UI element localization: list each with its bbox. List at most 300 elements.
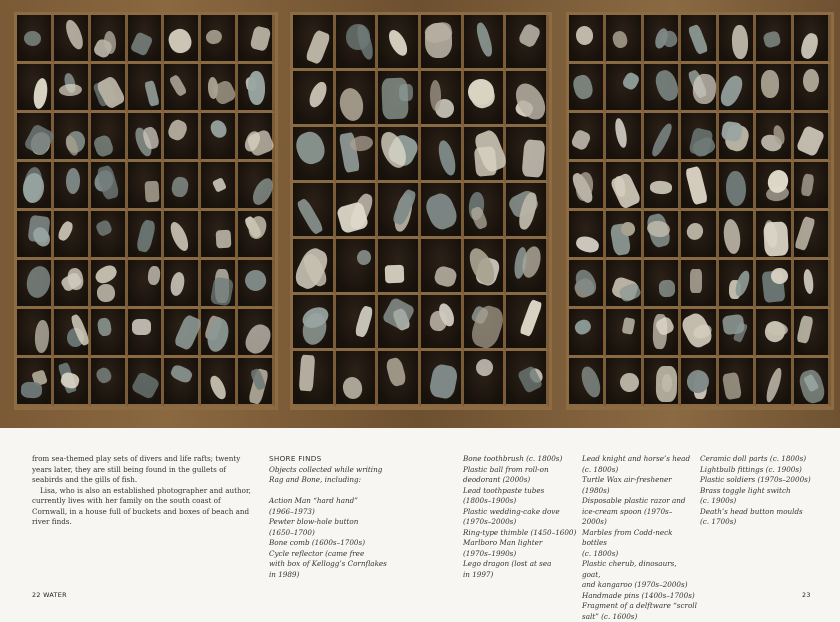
tray-compartment	[17, 15, 54, 64]
tray-compartment	[794, 64, 831, 113]
find-list-line: Action Man “hard hand”	[269, 496, 449, 507]
found-object	[799, 32, 821, 61]
tray-compartment	[238, 358, 275, 407]
found-object	[208, 373, 229, 400]
find-list-line: Pewter blow-hole button	[269, 517, 449, 528]
found-object	[354, 305, 374, 338]
found-object	[63, 18, 87, 52]
tray-compartment	[128, 309, 165, 358]
tray-compartment	[293, 295, 336, 351]
found-object	[620, 222, 635, 237]
found-object	[521, 139, 545, 177]
tray-compartment	[681, 309, 718, 358]
found-object	[762, 31, 781, 50]
tray-compartment	[506, 15, 549, 71]
found-object	[130, 370, 160, 399]
tray-compartment	[238, 113, 275, 162]
tray-compartment	[681, 15, 718, 64]
tray-compartment	[681, 64, 718, 113]
found-object	[575, 25, 594, 45]
tray-compartment	[756, 15, 793, 64]
tray-compartment	[756, 358, 793, 407]
found-object	[385, 356, 407, 387]
find-list-line: Ceramic doll parts (c. 1800s)	[700, 454, 815, 465]
found-object	[517, 22, 542, 49]
find-list-line: Handmade pins (1400s–1700s)	[582, 591, 697, 602]
tray-compartment	[164, 64, 201, 113]
tray-compartment	[164, 309, 201, 358]
tray-compartment	[238, 211, 275, 260]
tray-compartment	[293, 239, 336, 295]
found-object	[652, 68, 681, 104]
tray-compartment	[644, 113, 681, 162]
found-object	[381, 77, 409, 119]
found-object	[385, 264, 405, 282]
tray-compartment	[794, 309, 831, 358]
tray-compartment	[54, 358, 91, 407]
found-object	[205, 29, 223, 46]
found-object	[32, 77, 49, 110]
found-object	[144, 80, 159, 107]
found-object	[761, 70, 780, 98]
tray-compartment	[128, 15, 165, 64]
finds-list-column-3	[582, 454, 697, 622]
find-list-line: ice-cream spoon (1970s–2000s)	[582, 507, 697, 528]
find-list-line: Plastic ball from roll-on	[463, 465, 578, 476]
found-object	[168, 271, 185, 297]
found-object	[292, 128, 328, 167]
tray-compartment	[569, 309, 606, 358]
body-paragraph-1: from sea-themed play sets of divers and life rafts; twenty years later, they are still being found in the gullets of seabirds and the gills of fish.	[32, 454, 252, 486]
find-list-line: deodorant (2000s)	[463, 475, 578, 486]
tray-compartment	[569, 113, 606, 162]
tray-compartment	[17, 260, 54, 309]
found-object	[103, 31, 117, 54]
tray-compartment	[17, 309, 54, 358]
found-object	[34, 319, 50, 352]
tray-compartment	[201, 260, 238, 309]
find-list-line: Lead knight and horse’s head	[582, 454, 697, 465]
tray-compartment	[17, 211, 54, 260]
tray-compartment	[91, 358, 128, 407]
found-object	[299, 355, 315, 392]
found-object	[690, 269, 702, 293]
tray-compartment	[336, 239, 379, 295]
tray-compartment	[421, 183, 464, 239]
tray-compartment	[606, 113, 643, 162]
find-list-line: Bone comb (1600s–1700s)	[269, 538, 449, 549]
tray-compartment	[201, 211, 238, 260]
tray-compartment	[128, 113, 165, 162]
found-object	[207, 117, 229, 140]
found-object	[386, 27, 411, 58]
tray-compartment	[756, 162, 793, 211]
tray-compartment	[644, 211, 681, 260]
tray-compartment	[644, 260, 681, 309]
found-object	[621, 71, 641, 91]
tray-compartment	[238, 15, 275, 64]
tray-compartment	[91, 15, 128, 64]
tray-compartment	[164, 15, 201, 64]
found-object	[250, 26, 272, 52]
tray-compartment	[421, 71, 464, 127]
list-subtitle-line: Objects collected while writing	[269, 465, 449, 476]
found-object	[433, 264, 458, 288]
tray-compartment	[569, 64, 606, 113]
tray-compartment	[201, 162, 238, 211]
tray-compartment	[606, 162, 643, 211]
tray-compartment	[756, 113, 793, 162]
find-list-line: (c. 1800s)	[582, 549, 697, 560]
found-object	[66, 168, 81, 194]
found-object	[135, 218, 156, 253]
tray-compartment	[17, 113, 54, 162]
find-list-line: in 1997)	[463, 570, 578, 581]
tray-compartment	[719, 113, 756, 162]
find-list-line: Marlboro Man lighter	[463, 538, 578, 549]
found-object	[59, 371, 81, 390]
found-object	[338, 86, 366, 122]
tray-compartment	[336, 15, 379, 71]
tray-compartment	[794, 358, 831, 407]
found-object	[96, 283, 116, 303]
find-list-line: salt” (c. 1600s)	[582, 612, 697, 622]
find-list-line: (1966–1973)	[269, 507, 449, 518]
found-object	[510, 79, 551, 125]
found-object	[24, 123, 56, 156]
find-list-line: Fragment of a delftware “scroll	[582, 601, 697, 612]
found-object	[92, 133, 115, 157]
tray-compartment	[464, 295, 507, 351]
found-object	[341, 375, 364, 400]
found-object	[679, 311, 715, 351]
tray-compartment	[293, 351, 336, 407]
found-object	[212, 178, 227, 194]
found-object	[130, 31, 154, 57]
found-object	[166, 26, 196, 56]
finds-list-column-4	[700, 454, 815, 528]
tray-compartment	[464, 127, 507, 183]
tray-compartment	[17, 64, 54, 113]
tray-compartment	[506, 71, 549, 127]
found-object	[717, 73, 746, 109]
found-object	[519, 299, 542, 336]
found-object	[93, 263, 119, 286]
tray-compartment	[464, 351, 507, 407]
found-object	[796, 125, 826, 157]
found-object	[59, 84, 83, 98]
tray-compartment	[201, 113, 238, 162]
tray-compartment	[569, 260, 606, 309]
find-list-line: (c. 1900s)	[700, 496, 815, 507]
tray-compartment	[644, 162, 681, 211]
tray-compartment	[54, 15, 91, 64]
body-paragraph-2: Lisa, who is also an established photographer and author, currently lives with her family on the south coast of Cornwall, in a house full of buckets and boxes of beach and river finds.	[32, 486, 252, 528]
found-object	[474, 21, 495, 58]
found-object	[473, 357, 495, 379]
found-object	[169, 73, 188, 96]
tray-compartment	[794, 15, 831, 64]
found-object	[94, 366, 113, 386]
tray-compartment	[293, 71, 336, 127]
find-list-line: (1970s–1990s)	[463, 549, 578, 560]
tray-compartment	[128, 64, 165, 113]
found-object	[806, 73, 818, 90]
tray-compartment	[128, 211, 165, 260]
tray-compartment	[464, 71, 507, 127]
tray-compartment	[421, 15, 464, 71]
find-list-line: in 1989)	[269, 570, 449, 581]
tray-compartment	[681, 113, 718, 162]
find-list-line: Lego dragon (lost at sea	[463, 559, 578, 570]
tray-compartment	[569, 162, 606, 211]
finds-list-column-2	[463, 454, 578, 580]
tray-compartment	[506, 183, 549, 239]
find-list-line: (1650–1700)	[269, 528, 449, 539]
found-object	[722, 371, 742, 400]
tray-section-middle	[290, 12, 552, 410]
tray-compartment	[238, 260, 275, 309]
found-object	[242, 321, 276, 358]
tray-compartment	[681, 162, 718, 211]
find-list-line: (c. 1800s)	[582, 465, 697, 476]
tray-compartment	[91, 113, 128, 162]
found-object	[570, 128, 592, 151]
tray-compartment	[606, 309, 643, 358]
tray-compartment	[336, 183, 379, 239]
tray-compartment	[201, 309, 238, 358]
found-object	[167, 220, 192, 254]
found-object	[305, 29, 331, 64]
found-object	[169, 364, 194, 386]
tray-compartment	[644, 64, 681, 113]
tray-compartment	[606, 211, 643, 260]
tray-compartment	[164, 358, 201, 407]
tray-compartment	[464, 183, 507, 239]
tray-compartment	[336, 71, 379, 127]
find-list-line: with box of Kellogg’s Cornflakes	[269, 559, 449, 570]
tray-compartment	[794, 211, 831, 260]
found-object	[430, 80, 442, 111]
found-object	[241, 266, 269, 294]
tray-compartment	[91, 162, 128, 211]
found-object	[145, 181, 160, 202]
found-object	[732, 24, 749, 59]
find-list-line: Bone toothbrush (c. 1800s)	[463, 454, 578, 465]
tray-compartment	[164, 260, 201, 309]
find-list-line: Marbles from Codd-neck bottles	[582, 528, 697, 549]
tray-compartment	[506, 351, 549, 407]
find-list-line: Brass toggle light switch	[700, 486, 815, 497]
tray-compartment	[128, 162, 165, 211]
find-list-line: Plastic wedding-cake dove	[463, 507, 578, 518]
found-object	[173, 314, 203, 351]
found-object	[796, 315, 814, 344]
found-object	[611, 29, 629, 49]
tray-compartment	[91, 260, 128, 309]
found-object	[425, 23, 452, 59]
tray-compartment	[378, 71, 421, 127]
found-object	[800, 174, 814, 198]
found-object	[248, 70, 266, 105]
find-list-line: Lead toothpaste tubes	[463, 486, 578, 497]
tray-compartment	[238, 309, 275, 358]
found-object	[96, 164, 120, 200]
tray-compartment	[606, 15, 643, 64]
found-object	[381, 297, 416, 332]
find-list-line: Plastic cherub, dinosaurs, goat,	[582, 559, 697, 580]
found-object	[650, 180, 673, 194]
tray-compartment	[644, 358, 681, 407]
found-object	[688, 127, 713, 157]
find-list-line: (1800s–1900s)	[463, 496, 578, 507]
found-object	[622, 317, 636, 335]
tray-compartment	[378, 295, 421, 351]
tray-compartment	[17, 162, 54, 211]
tray-compartment	[54, 309, 91, 358]
found-object	[573, 317, 594, 337]
tray-compartment	[794, 113, 831, 162]
tray-compartment	[719, 162, 756, 211]
tray-compartment	[756, 64, 793, 113]
found-object	[210, 276, 235, 306]
found-object	[803, 268, 815, 294]
tray-compartment	[756, 260, 793, 309]
tray-compartment	[378, 351, 421, 407]
tray-compartment	[164, 162, 201, 211]
tray-compartment	[464, 15, 507, 71]
tray-compartment	[719, 64, 756, 113]
find-list-line: Turtle Wax air-freshener (1980s)	[582, 475, 697, 496]
tray-compartment	[681, 260, 718, 309]
found-object	[650, 122, 675, 159]
tray-compartment	[238, 162, 275, 211]
find-list-line: Disposable plastic razor and	[582, 496, 697, 507]
tray-compartment	[201, 15, 238, 64]
page-number-left: 22	[32, 591, 41, 599]
found-object	[619, 372, 640, 394]
tray-compartment	[506, 295, 549, 351]
tray-compartment	[606, 64, 643, 113]
found-object	[132, 319, 151, 336]
found-object	[249, 175, 277, 208]
tray-compartment	[756, 309, 793, 358]
find-list-line: (1970s–2000s)	[463, 517, 578, 528]
found-object	[684, 166, 708, 205]
tray-compartment	[201, 358, 238, 407]
find-list-line: Cycle reflector (came free	[269, 549, 449, 560]
tray-compartment	[421, 351, 464, 407]
finds-list-column-1	[269, 454, 449, 580]
tray-compartment	[91, 309, 128, 358]
tray-compartment	[54, 162, 91, 211]
body-text-column	[32, 454, 252, 528]
tray-compartment	[54, 211, 91, 260]
section-label: WATER	[43, 591, 67, 599]
tray-compartment	[421, 127, 464, 183]
tray-compartment	[421, 295, 464, 351]
found-object	[659, 280, 676, 298]
found-object	[794, 216, 816, 251]
tray-compartment	[569, 358, 606, 407]
found-object	[771, 267, 789, 283]
tray-compartment	[164, 211, 201, 260]
tray-compartment	[54, 260, 91, 309]
folio-right	[802, 591, 811, 599]
found-object	[686, 368, 710, 393]
tray-compartment	[644, 309, 681, 358]
found-object	[722, 218, 742, 255]
tray-compartment	[719, 15, 756, 64]
tray-compartment	[293, 15, 336, 71]
found-object	[725, 170, 746, 206]
found-object	[764, 366, 784, 403]
tray-compartment	[54, 113, 91, 162]
tray-compartment	[201, 64, 238, 113]
found-object	[571, 73, 595, 101]
found-object	[356, 249, 372, 266]
found-object	[24, 264, 53, 300]
list-subtitle-line: Rag and Bone, including:	[269, 475, 449, 486]
tray-section-left	[14, 12, 278, 410]
tray-compartment	[569, 211, 606, 260]
find-list-line: Lightbulb fittings (c. 1900s)	[700, 465, 815, 476]
tray-compartment	[293, 183, 336, 239]
found-object	[56, 220, 75, 243]
found-object	[306, 80, 330, 111]
found-object	[349, 135, 373, 153]
tray-compartment	[336, 295, 379, 351]
found-object	[655, 365, 677, 402]
tray-compartment	[17, 358, 54, 407]
found-object	[147, 266, 161, 287]
tray-compartment	[378, 183, 421, 239]
tray-compartment	[794, 260, 831, 309]
tray-compartment	[681, 211, 718, 260]
found-object	[763, 319, 787, 344]
tray-compartment	[719, 358, 756, 407]
page-number-right: 23	[802, 591, 811, 599]
found-object	[165, 117, 189, 142]
found-object	[474, 146, 497, 177]
tray-compartment	[569, 15, 606, 64]
found-object	[96, 317, 112, 337]
tray-compartment	[644, 15, 681, 64]
tray-compartment	[128, 260, 165, 309]
found-object	[578, 364, 603, 400]
tray-compartment	[293, 127, 336, 183]
tray-compartment	[606, 260, 643, 309]
tray-compartment	[378, 127, 421, 183]
tray-compartment	[164, 113, 201, 162]
tray-compartment	[378, 239, 421, 295]
tray-compartment	[719, 260, 756, 309]
found-object	[295, 197, 324, 235]
found-object	[428, 363, 459, 400]
found-object	[687, 24, 708, 55]
found-object	[422, 190, 460, 233]
tray-compartment	[606, 358, 643, 407]
tray-compartment	[91, 64, 128, 113]
list-heading: SHORE FINDS	[269, 454, 449, 465]
find-list-line: Death’s head button moulds	[700, 507, 815, 518]
tray-compartment	[378, 15, 421, 71]
found-object	[215, 230, 231, 249]
tray-compartment	[719, 309, 756, 358]
tray-compartment	[719, 211, 756, 260]
found-object	[575, 234, 601, 254]
found-object	[691, 73, 717, 105]
